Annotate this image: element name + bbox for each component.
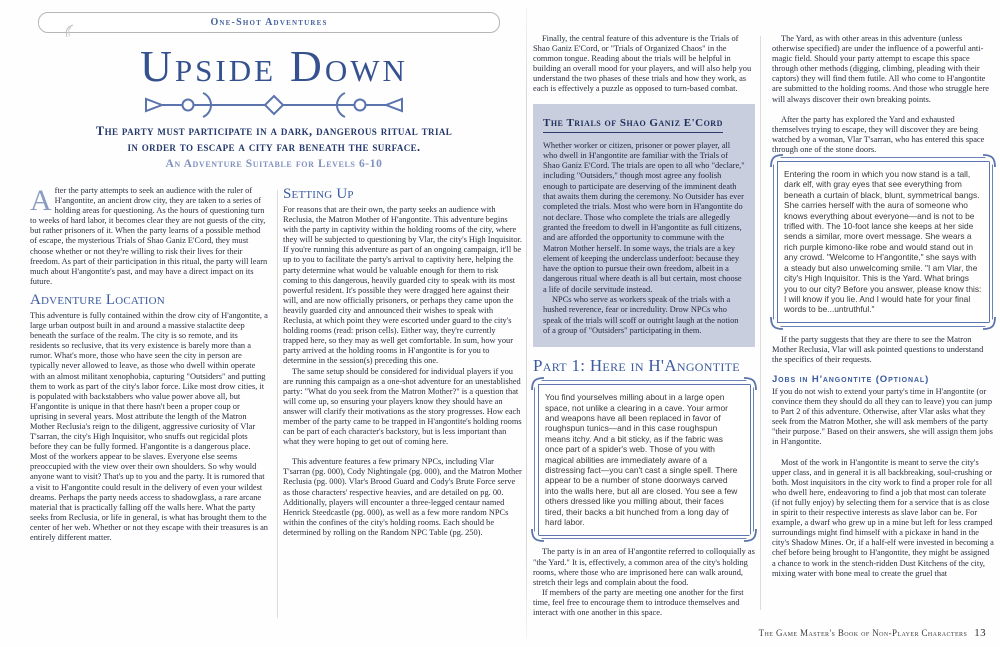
column-1 bbox=[30, 186, 269, 543]
banner-label: One-Shot Adventures bbox=[210, 17, 328, 28]
part1-heading: Part 1: Here in H'Angontite bbox=[533, 356, 740, 376]
yard-description-paragraph: The party is in an area of H'angontite referred to colloquially as "the Yard." It is, effectively, a common area of the city's holding rooms, where those who are imprisoned here can walk around, stretch their legs and complain about the food. bbox=[533, 547, 755, 587]
box-corner-ornament-icon bbox=[770, 154, 784, 168]
box-corner-ornament-icon bbox=[982, 316, 996, 330]
page-footer bbox=[759, 627, 986, 639]
read-aloud-yard-text: You find yourselves milling about in a large open space, not unlike a clearing in a cave. Your armor and weapons have all been replaced in favor of roughspun tunics—and in this case roughspun means itchy. And a bit sticky, as if the fabric was once part of a spider's web. Those of you with magical abilities are immediately aware of a distressing fact—you can't cast a single spell. There appear to be a number of stone doorways carved into the walls here, but all are closed. You see a few others dressed like you milling about, their faces tired, their backs a bit hunched from a long day of hard labor. bbox=[545, 392, 738, 528]
adventure-tagline-line1: The party must participate in a dark, dangerous ritual trial bbox=[95, 124, 453, 138]
jobs-heading: Jobs in H'angontite (Optional) bbox=[772, 374, 930, 385]
jobs-paragraph-2: Most of the work in H'angontite is meant to serve the city's upper class, and in general it is all backbreaking, soul-crushing or both. Most inquisitors in the city work to find a proper role for all who dwell here, endeavoring to find a job that most can tolerate (if not fully enjoy) by selecting them for a service that is as close in spirit to their respective interests as slave labor can be. For example, a dwarf who grew up in a mine but left for less cramped surroundings might find himself with a pickaxe in hand in the city's Shadow Mines. Or, if a half-elf were invested in becoming a chef before being brought to H'angontite, they might be assigned a chance to work in the stench-ridden Dust Kitchens of the city, mixing water with bone meal to create the gruel that bbox=[772, 457, 994, 578]
read-aloud-vlar-text: Entering the room in which you now stand is a tall, dark elf, with gray eyes that see everything from beneath a curtain of black, blunt, symmetrical bangs. She carries herself with the aura of someone who knows everything about everyone—and is not to be trifled with. The 10-foot lance she keeps at her side sends a similar, more overt message. She wears a rich purple kimono-like robe and would stand out in any crowd. "Welcome to H'angontite," she says with a steady but also unwelcoming smile. "I am Vlar, the city's High Inquisitor. This is the Yard. What brings you to our city? Before you answer, please know this: I will know if you lie. And I would hate for your final words to be...untruthful." bbox=[784, 169, 982, 315]
left-page-columns bbox=[30, 186, 522, 543]
column-rule-right-page bbox=[760, 36, 761, 610]
read-aloud-box-vlar bbox=[773, 157, 993, 327]
box-corner-ornament-icon bbox=[982, 154, 996, 168]
section-banner bbox=[38, 12, 500, 33]
page-gutter bbox=[526, 8, 527, 638]
trials-sidebar-box bbox=[533, 104, 755, 348]
box-corner-ornament-icon bbox=[531, 377, 545, 391]
box-corner-ornament-icon bbox=[743, 377, 757, 391]
trials-intro-paragraph: Finally, the central feature of this adventure is the Trials of Shao Ganiz E'Cord, or "Trials of Organized Chaos" in the common tongue. Reading about the trials will be helpful in building an overall mood for your players, and will also help you understand the two phases of these trials and how they work, as each is effectively a puzzle as opposed to turn-based combat. bbox=[533, 34, 752, 94]
setting-up-paragraph-1: For reasons that are their own, the party seeks an audience with Reclusia, the Matron Mother of H'angontite. This adventure begins with the party in captivity within the holding rooms of the city, where they will be subjected to questioning by Vlar, the city's High Inquisitor. If you're running this adventure as part of an ongoing campaign, it'll be up to you to facilitate the party's arrival to captivity here, helping the party determine what would be valuable enough for them to risk coming to this dangerous, heavily guarded city to speak with its most powerful resident. It's possible they were dragged here against their will, and are now officially prisoners, or perhaps they came upon the heavily guarded city and announced their wishes to speak with Reclusia, at which point they were escorted under guard to the city's holding rooms (read: prison cells). Either way, they're currently trapped here, so they may as well get comfortable. In sum, how your party arrived at the holding rooms in H'angontite is for you to determine in the session(s) preceding this one. bbox=[283, 205, 522, 366]
jobs-paragraph-1: If you do not wish to extend your party's time in H'angontite (or convince them they should do all they can to leave) you can jump to Part 2 of this adventure. Otherwise, after Vlar asks what they seek from the Matron Mother, she will ask members of the party "their purpose." Based on their answers, she will assign them jobs in H'angontite. bbox=[772, 387, 993, 447]
column-rule-left-page bbox=[277, 190, 278, 618]
box-corner-ornament-icon bbox=[531, 528, 545, 542]
setting-up-heading: Setting Up bbox=[283, 186, 354, 202]
book-title: The Game Master's Book of Non-Player Characters bbox=[758, 628, 968, 638]
matron-mother-paragraph: If the party suggests that they are there to see the Matron Mother Reclusia, Vlar will ask pointed questions to understand the specifics of their requests. bbox=[772, 334, 984, 364]
banner-flourish-icon bbox=[63, 23, 75, 39]
adventure-title: Upside Down bbox=[140, 42, 408, 91]
ornamental-divider-icon bbox=[124, 91, 424, 119]
trials-box-paragraph-2: NPCs who serve as workers speak of the trials with a hushed reverence, fear or incredulity. Drow NPCs who speak of the trials will scoff or outright laugh at the notion of a group of "Outsiders" participating in them. bbox=[543, 295, 739, 335]
intro-paragraph bbox=[30, 186, 269, 287]
setting-up-paragraph-2: The same setup should be considered for individual players if you are running this campaign as a one-shot adventure for an unestablished party: "What do you seek from the Matron Mother?" is a question that will come up, so ensuring your players know they should have an answer will clarify their motivations as the story progresses. How each member of the party came to be trapped in H'angontite's holding rooms can be part of each character's backstory, but is less important than what they were hoping to get out of coming here. bbox=[283, 366, 522, 447]
level-range-line: An Adventure Suitable for Levels 6-10 bbox=[165, 158, 383, 170]
right-page-columns bbox=[533, 34, 995, 618]
column-3 bbox=[533, 34, 755, 618]
adventure-location-paragraph: This adventure is fully contained within the drow city of H'angontite, a large urban outpost built in and around a massive stalactite deep beneath the surface of the realm. The city is so remote, and its residents so reclusive, that its very existence is barely more than a rumor. What's more, those who have seen the city in person are typically never allowed to leave, as those who dwell within operate with an almost militant xenophobia, capturing "Outsiders" and putting them to work as part of the city's labor force. Like most drow cities, it is populated with backstabbers who value power above all, but H'angontite is unique in that there hasn't been a proper coup or uprising in several years. Most attribute the length of the Matron Mother Reclusia's reign to the diligent, aggressive curiosity of Vlar T'sarran, the city's High Inquisitor, who snuffs out regicidal plots before they can be fully formed. H'angontite is a dangerous place. Most of the workers appear to be slaves. Everyone else seems preoccupied with the view over their own shoulders. So why would anyone want to visit? That's up to you and the party. It is rumored that a visit to H'angontite could result in the delivery of even your wildest dreams. Perhaps the party needs access to shadowglass, a rare arcane material that is practically falling off the walls here. What the party seeks from Reclusia, or life in general, is what has brought them to the center of her web. Whether or not they escape with their treasures is an entirely different matter. bbox=[30, 310, 268, 542]
party-introductions-paragraph: If members of the party are meeting one another for the first time, feel free to encourage them to introduce themselves and interact with one another in this space. bbox=[533, 587, 744, 618]
read-aloud-box-yard bbox=[534, 380, 754, 539]
page-number: 13 bbox=[974, 627, 986, 639]
vlar-appears-paragraph: After the party has explored the Yard and exhausted themselves trying to escape, they will discover they are being watched by a woman, Vlar T'sarran, who has entered this space through one of the stone doors. bbox=[772, 114, 985, 154]
column-4 bbox=[772, 34, 994, 618]
trials-box-heading: The Trials of Shao Ganiz E'Cord bbox=[543, 117, 723, 133]
trials-box-paragraph-1: Whether worker or citizen, prisoner or power player, all who dwell in H'angontite are familiar with the Trials of Shao Ganiz E'Cord. The trials are open to all who "declare," including "Outsiders," though most agree any foolish enough to participate are deserving of the imminent death that awaits them during the ceremony. No Outsider has ever completed the trials. Most who were born in H'angontite do not declare. Those who complete the trials are allegedly granted the freedom to dwell in H'angontite as full citizens, and are afforded the opportunity to commune with the Matron Mother herself. In some ways, the trials are a key element of keeping the underclass underfoot: because they have the option to pursue their own freedom, albeit in a dangerous ritual where death is all but certain, most choose a life of docile servitude instead. bbox=[543, 140, 745, 294]
anti-magic-paragraph: The Yard, as with other areas in this adventure (unless otherwise specified) are under the influence of a powerful anti-magic field. Should your party attempt to escape this space through other methods (digging, climbing, pleading with their captors) they will find them futile. All who come to H'angontite are submitted to the holding rooms. And those who struggle here will always discover their own breaking points. bbox=[772, 34, 990, 104]
adventure-location-heading: Adventure Location bbox=[30, 291, 165, 308]
adventure-tagline-line2: in order to escape a city far beneath the surface. bbox=[127, 140, 421, 154]
title-block bbox=[28, 44, 520, 170]
setting-up-paragraph-3: This adventure features a few primary NPCs, including Vlar T'sarran (pg. 000), Cody Nightingale (pg. 000), and the Matron Mother Reclusia (pg. 000). Vlar's Brood Guard and Cody's Brute Force serve as those characters' respective heavies, and are detailed on pg. 00. Additionally, players will encounter a three-legged centaur named Henrick Steedcastle (pg. 000), as well as a few more random NPCs within the confines of the city's holding rooms. Each should be determined by rolling on the Random NPC Table (pg. 250). bbox=[283, 457, 522, 537]
column-2 bbox=[283, 186, 522, 543]
box-corner-ornament-icon bbox=[770, 316, 784, 330]
drop-cap: A bbox=[30, 184, 52, 217]
intro-text: fter the party attempts to seek an audience with the ruler of H'angontite, an ancient drow city, they are taken to a series of holding areas for questioning. As the hours of questioning turn to weeks of hard labor, it becomes clear they are not guests of the city, but rather prisoners of it. When the party learns of a possible method of escape, the mysterious Trials of Shao Ganiz E'Cord, they must choose whether or not they're willing to risk their lives for their freedom. As part of their participation in this ritual, the party will learn much about H'angontite's past, and may have a direct impact on its future. bbox=[30, 186, 268, 286]
box-corner-ornament-icon bbox=[743, 528, 757, 542]
